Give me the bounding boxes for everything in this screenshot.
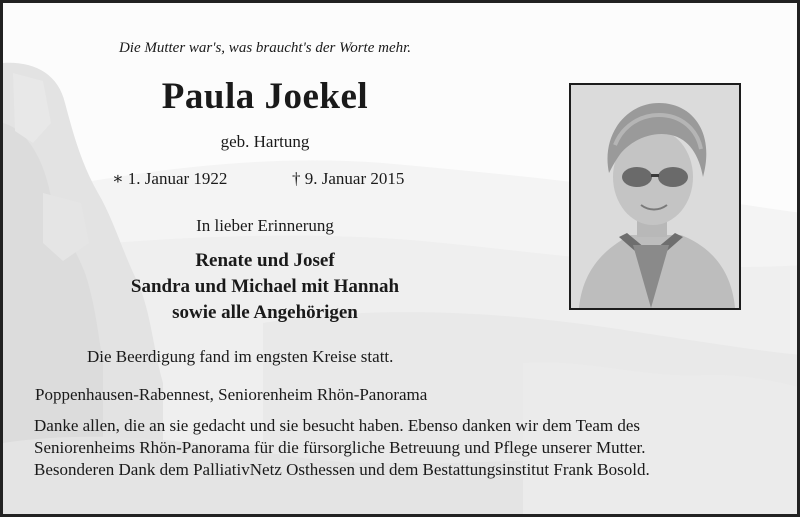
birth-name: geb. Hartung bbox=[220, 132, 310, 151]
thanks-line: Danke allen, die an sie gedacht und sie besucht haben. Ebenso danken wir dem Team des bbox=[34, 416, 641, 435]
thanks-line: Seniorenheims Rhön-Panorama für die fürsorgliche Betreuung und Pflege unserer Mutter. bbox=[34, 438, 646, 457]
birth-date: ∗ 1. Januar 1922 bbox=[112, 169, 228, 188]
mourner-line: Renate und Josef bbox=[195, 250, 335, 271]
death-date: † 9. Januar 2015 bbox=[292, 169, 405, 188]
thanks-text bbox=[34, 415, 775, 481]
mourner-line: sowie alle Angehörigen bbox=[172, 302, 358, 323]
mourner-line: Sandra und Michael mit Hannah bbox=[130, 276, 400, 297]
place: Poppenhausen-Rabennest, Seniorenheim Rhön-Panorama bbox=[35, 385, 428, 404]
funeral-note: Die Beerdigung fand im engsten Kreise statt. bbox=[87, 347, 394, 366]
quote: Die Mutter war's, was braucht's der Worte mehr. bbox=[118, 40, 412, 56]
thanks-line: Besonderen Dank dem PalliativNetz Osthessen und dem Bestattungsinstitut Frank Bosold. bbox=[34, 460, 650, 479]
mourners-list bbox=[3, 248, 527, 326]
portrait-photo bbox=[569, 83, 741, 310]
deceased-name: Paula Joekel bbox=[161, 76, 369, 117]
memory-heading: In lieber Erinnerung bbox=[196, 216, 334, 235]
